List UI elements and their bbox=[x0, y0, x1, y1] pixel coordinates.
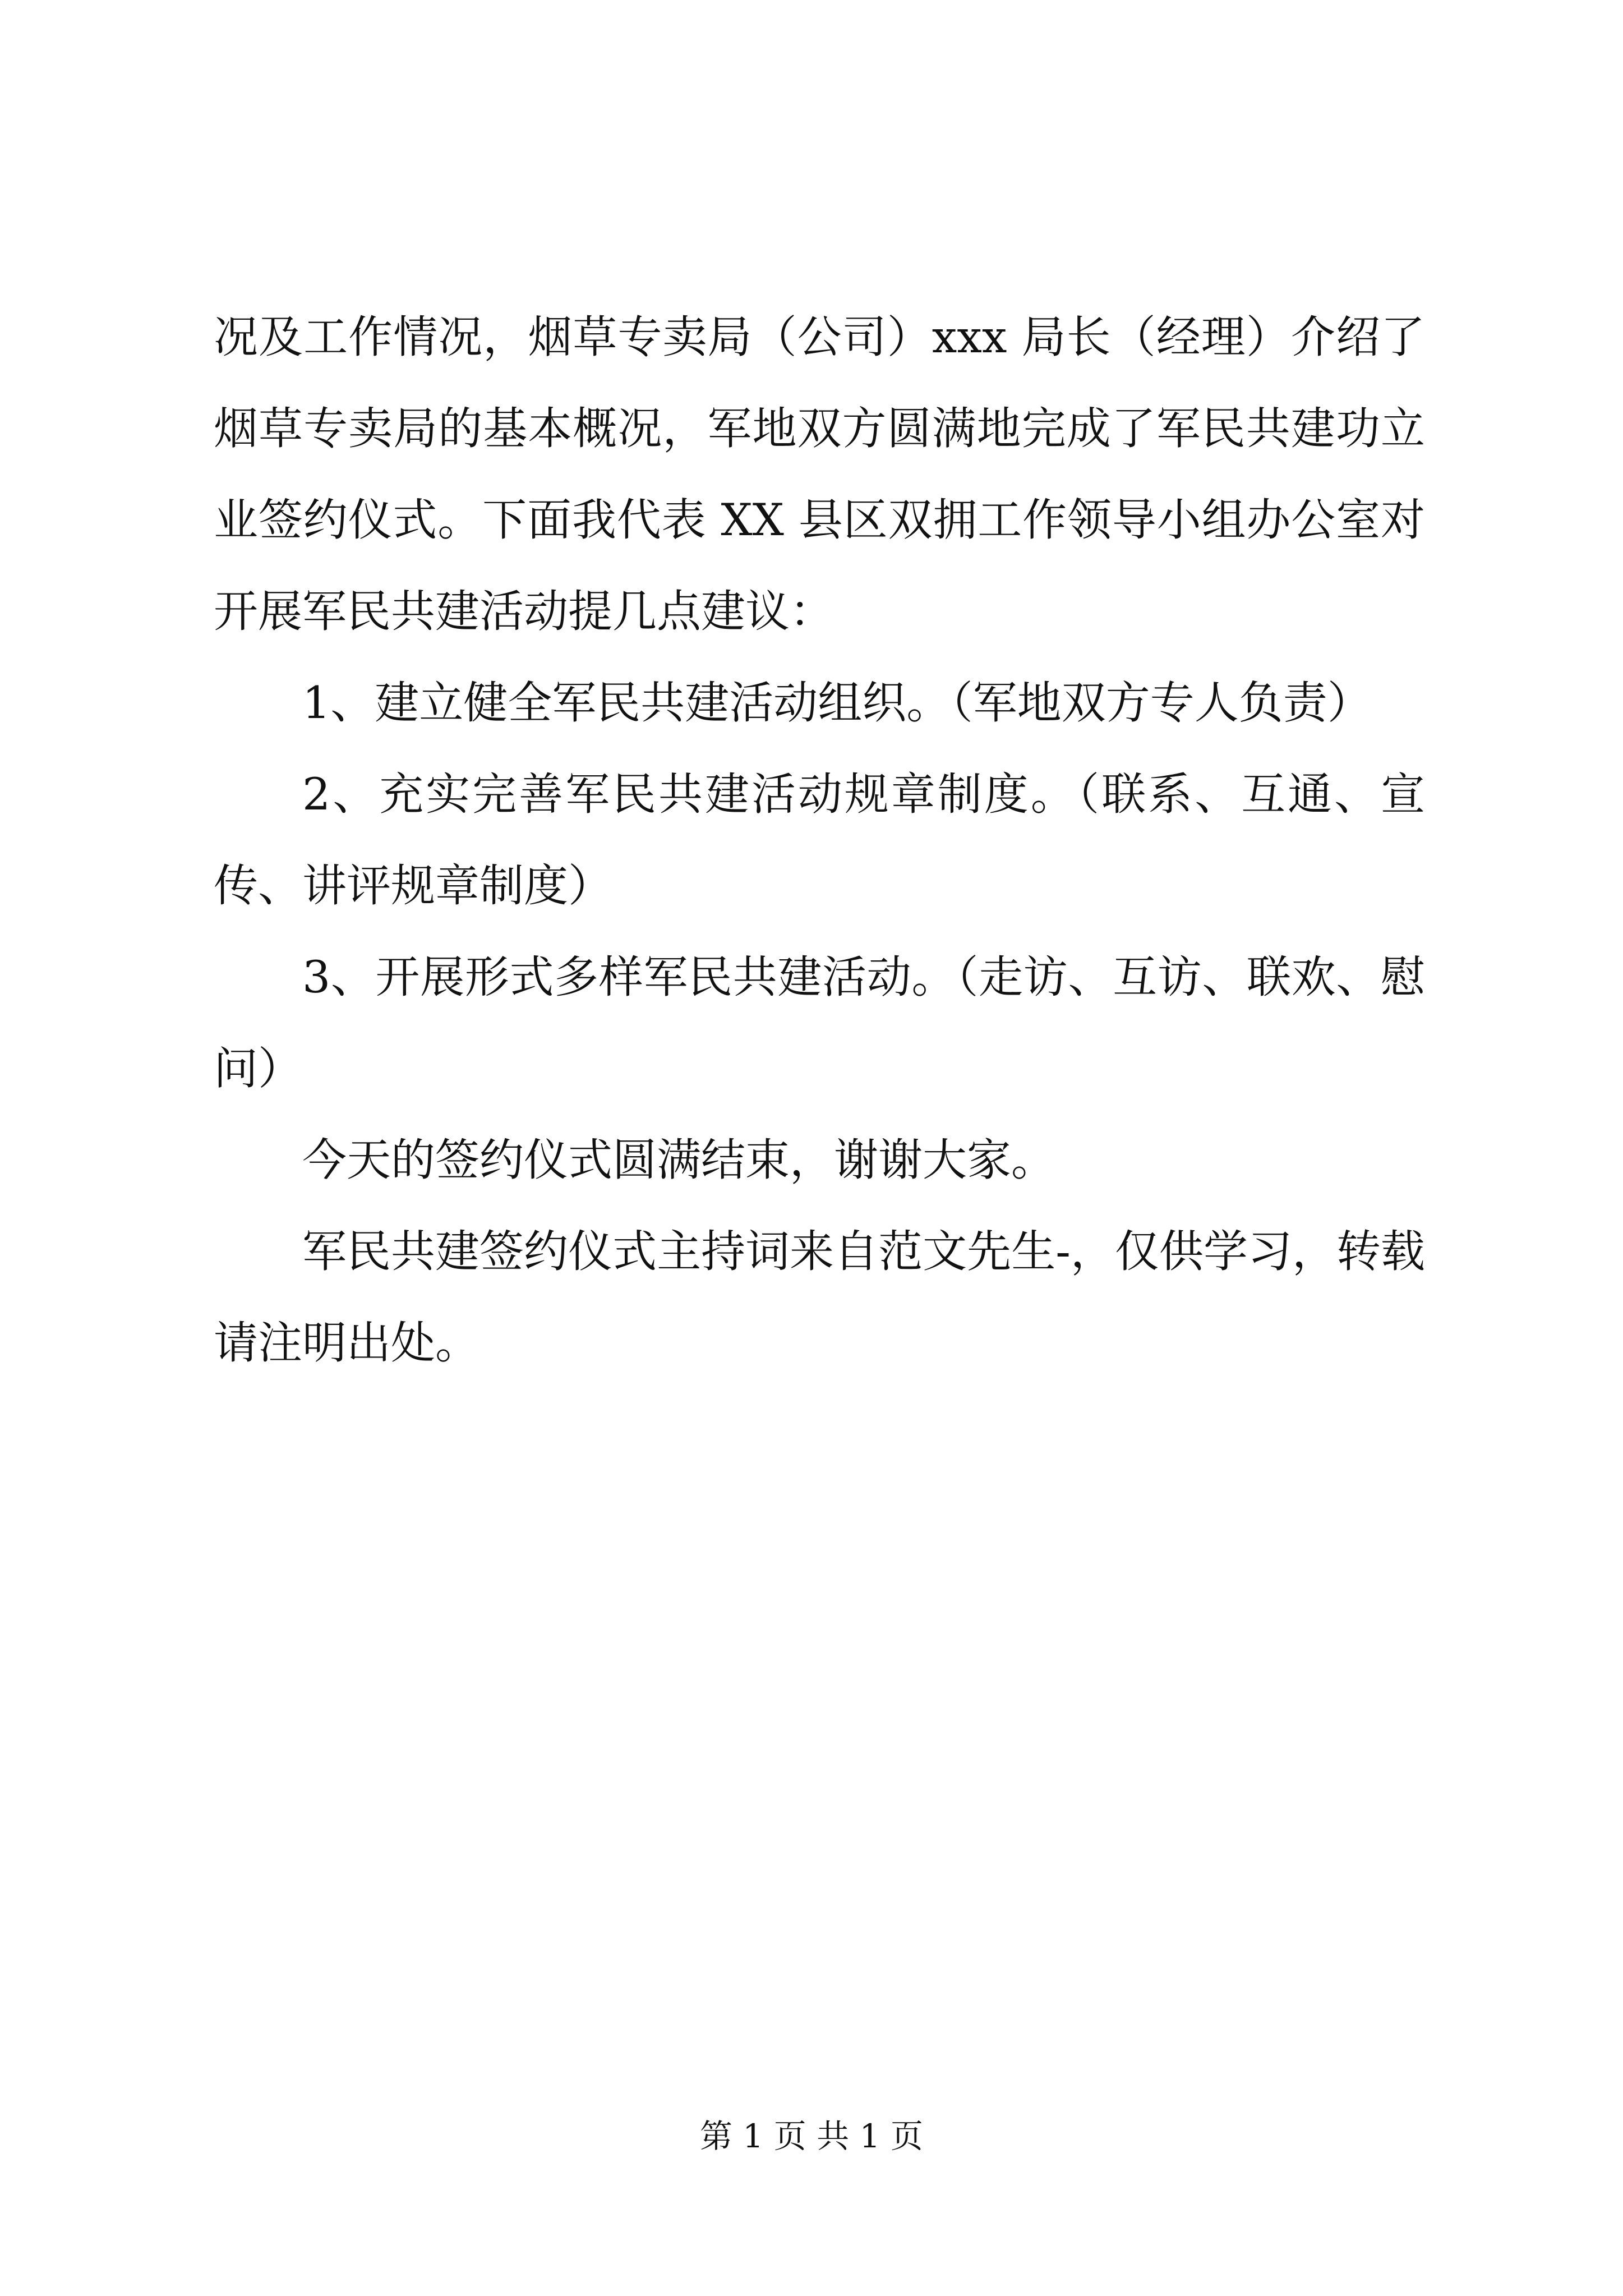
document-body bbox=[214, 292, 1425, 1389]
suggestion-item-2: 2、充实完善军民共建活动规章制度。（联系、互通、宣传、讲评规章制度） bbox=[214, 769, 1425, 912]
page-number-footer: 第 1 页 共 1 页 bbox=[700, 2117, 923, 2155]
suggestion-item-3: 3、开展形式多样军民共建活动。（走访、互访、联欢、慰问） bbox=[214, 951, 1425, 1094]
source-note-paragraph: 军民共建签约仪式主持词来自范文先生-，仅供学习，转载请注明出处。 bbox=[214, 1226, 1425, 1369]
closing-paragraph: 今天的签约仪式圆满结束，谢谢大家。 bbox=[302, 1134, 1055, 1186]
suggestion-item-1: 1、建立健全军民共建活动组织。（军地双方专人负责） bbox=[302, 677, 1372, 729]
paragraph-continuation: 况及工作情况，烟草专卖局（公司）xxx 局长（经理）介绍了烟草专卖局的基本概况，军地双方圆满地完成了军民共建功立业签约仪式。下面我代表 XX 县区双拥工作领导小组办公室对开展军民共建活动提几点建议： bbox=[214, 311, 1425, 637]
